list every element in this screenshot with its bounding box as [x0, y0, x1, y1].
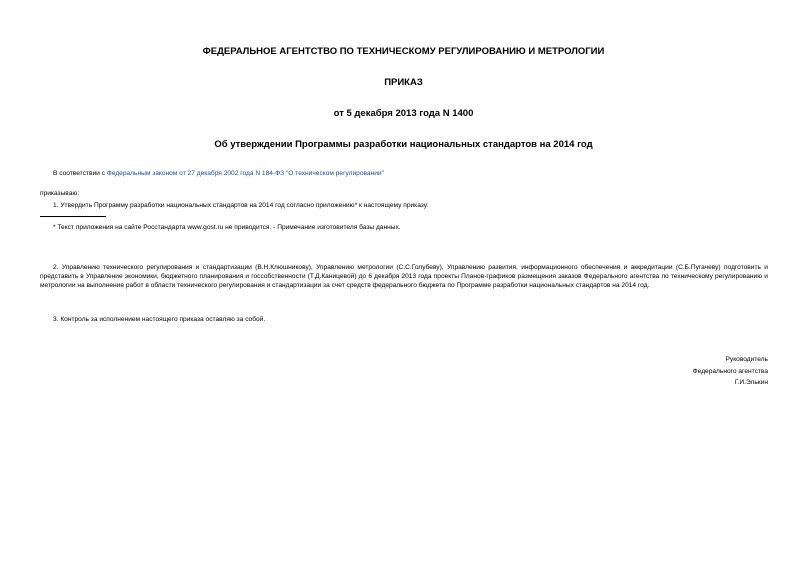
item-2-paragraph: 2. Управлению технического регулирования и стандартизации (В.Н.Клюшникову), Управлению метрологии (С.С.Голубеву), Управлению развития, информационного обеспечения и аккредитации (С.Б.Пугачеву) подготовить и представить в Управление экономики, бюджетного планирования и госсобственности (Т.Д.Каницевой) до 6 декабря 2013 года проекты Планов-графиков размещения заказов Федерального агентства по техническому регулированию и метрологии на выполнение работ в области технического регулирования и стандартизации за счет средств федерального бюджета по Программе разработки национальных стандартов на 2014 год. [40, 264, 768, 289]
item-3-paragraph: 3. Контроль за исполнением настоящего приказа оставляю за собой. [53, 316, 266, 323]
intro-prefix: В соответствии с [53, 170, 107, 177]
intro-paragraph [53, 169, 773, 178]
signature-name: Г.И.Элькин [734, 379, 768, 386]
footnote-divider [40, 216, 106, 217]
signature-position: Руководитель [725, 356, 768, 363]
agency-heading: ФЕДЕРАЛЬНОЕ АГЕНТСТВО ПО ТЕХНИЧЕСКОМУ РЕГУЛИРОВАНИЮ И МЕТРОЛОГИИ [202, 46, 605, 57]
order-word: приказываю: [40, 190, 80, 197]
federal-law-link[interactable]: Федеральным законом от 27 декабря 2002 года N 184-ФЗ "О техническом регулировании" [106, 170, 384, 177]
date-number-heading: от 5 декабря 2013 года N 1400 [333, 108, 474, 119]
document-title: Об утверждении Программы разработки национальных стандартов на 2014 год [214, 139, 593, 150]
item-1-paragraph: 1. Утвердить Программу разработки национальных стандартов на 2014 год согласно приложению* к настоящему приказу. [53, 202, 429, 209]
signature-organization: Федерального агентства [692, 368, 768, 375]
footnote-text: * Текст приложения на сайте Росстандарта www.gost.ru не приводится. - Примечание изготовителя базы данных. [53, 224, 401, 231]
document-type-heading: ПРИКАЗ [384, 77, 423, 88]
